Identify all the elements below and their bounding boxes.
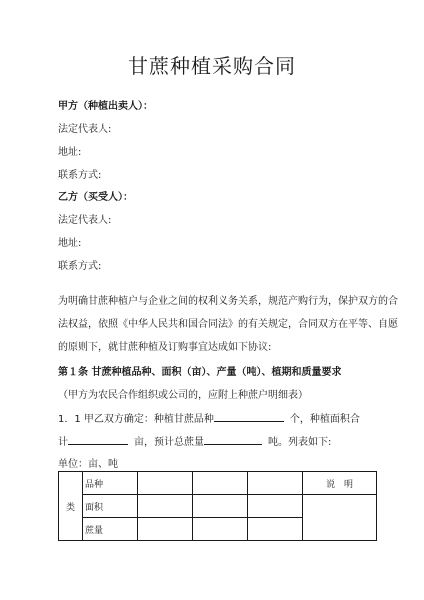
party-b-rep: 法定代表人:: [58, 215, 112, 226]
contract-title: 甘蔗种植采购合同: [128, 54, 296, 78]
party-b-heading: 乙方（买受人）：: [58, 192, 133, 203]
party-b-address: 地址:: [58, 238, 82, 249]
blank-total-area[interactable]: [68, 434, 128, 445]
party-a-rep: 法定代表人:: [58, 124, 112, 135]
clause-text: 吨。列表如下:: [268, 437, 332, 448]
clause-text: 个，种植面积合: [289, 414, 360, 425]
table-cell[interactable]: [248, 472, 303, 495]
blank-total-yield[interactable]: [204, 434, 262, 445]
clause-text: 计: [58, 437, 68, 448]
table-cell[interactable]: [193, 472, 248, 495]
party-b-contact: 联系方式:: [58, 261, 102, 272]
intro-line-1: 为明确甘蔗种植户与企业之间的权利义务关系，规范产购行为，保护双方的合: [58, 296, 398, 307]
table-cell[interactable]: [138, 495, 193, 518]
clause-1-1-line-1: [58, 410, 360, 425]
table-remark-cell[interactable]: [303, 495, 377, 541]
clause-text: 1．1 甲乙双方确定：种植甘蔗品种: [58, 414, 214, 425]
intro-line-3: 的原则下，就甘蔗种植及订购事宜达成如下协议:: [58, 342, 272, 353]
article-1-note: （甲方为农民合作组织或公司的，应附上种蔗户明细表）: [58, 390, 308, 401]
party-a-address: 地址:: [58, 147, 82, 158]
table-row-label: 蔗量: [83, 518, 138, 541]
table-cell[interactable]: [193, 518, 248, 541]
table-cell[interactable]: [138, 472, 193, 495]
table-cell[interactable]: [248, 518, 303, 541]
table-cell[interactable]: [138, 518, 193, 541]
intro-line-2: 法权益，依照《中华人民共和国合同法》的有关规定，合同双方在平等、自愿: [58, 319, 398, 330]
table-row: [59, 472, 377, 495]
table-row: [59, 495, 377, 518]
clause-text: 亩，预计总蔗量: [134, 437, 204, 448]
table-remark-header: 说 明: [303, 472, 377, 495]
clause-1-1-line-2: [58, 433, 331, 448]
party-a-heading: 甲方（种植出卖人）：: [58, 101, 153, 112]
planting-table: [58, 471, 377, 541]
table-row-label: 品种: [83, 472, 138, 495]
unit-label: 单位：亩、吨: [58, 459, 118, 470]
table-cell[interactable]: [193, 495, 248, 518]
table-category-cell: 类: [59, 472, 83, 541]
party-a-contact: 联系方式:: [58, 170, 102, 181]
article-1-heading: 第１条 甘蔗种植品种、面积（亩）、产量（吨）、植期和质量要求: [58, 367, 342, 378]
table-cell[interactable]: [248, 495, 303, 518]
table-row-label: 面积: [83, 495, 138, 518]
blank-variety-count[interactable]: [214, 411, 284, 422]
